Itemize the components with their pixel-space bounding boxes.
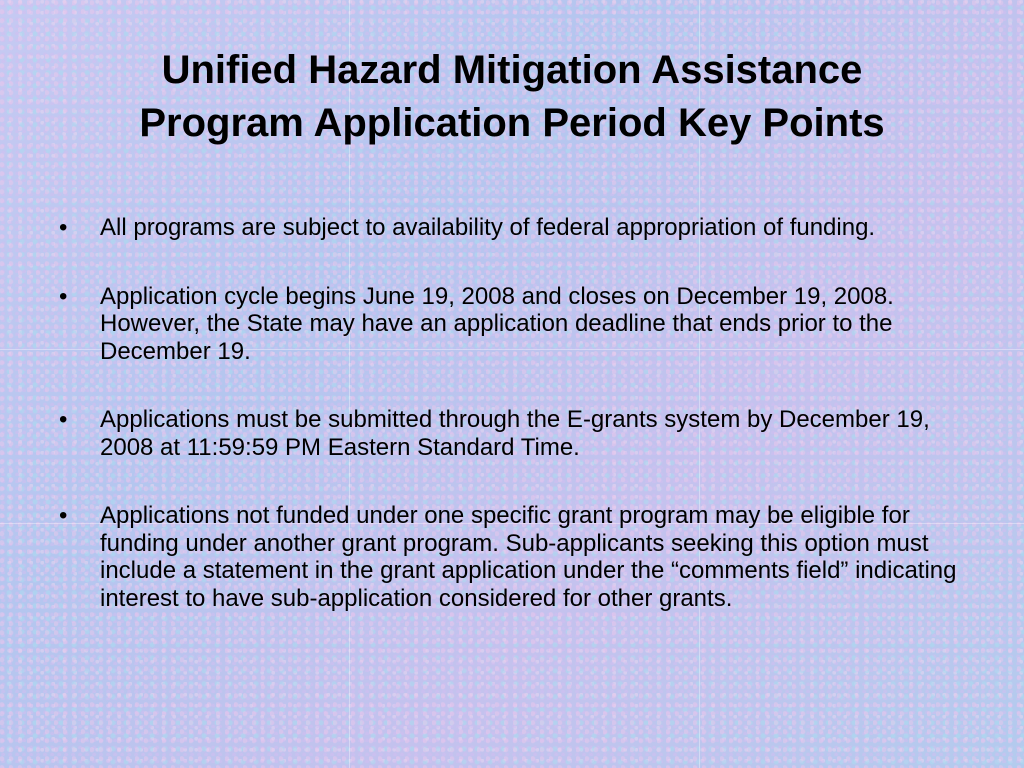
bullet-item (55, 406, 975, 461)
slide-title-line-1: Unified Hazard Mitigation Assistance (161, 48, 863, 92)
bullet-dot-icon: • (59, 214, 68, 241)
bullet-dot-icon: • (59, 406, 68, 433)
bullet-item (55, 502, 975, 612)
bullet-list (55, 214, 975, 653)
slide-title-line-2: Program Application Period Key Points (139, 101, 885, 145)
bullet-text: Applications must be submitted through the E-grants system by December 19, 2008 at 11:59:59 PM Eastern Standard Time. (100, 406, 930, 461)
bullet-dot-icon: • (59, 502, 68, 529)
bullet-text: Applications not funded under one specific grant program may be eligible for funding under another grant program. Sub-applicants seeking this option must include a statement in the grant application under the “comments field” indicating interest to have sub-application considered for other grants. (100, 502, 957, 612)
bullet-dot-icon: • (59, 282, 68, 310)
bullet-item (55, 283, 975, 366)
bullet-item (55, 214, 975, 242)
slide-title (40, 44, 984, 150)
bullet-text: Application cycle begins June 19, 2008 and closes on December 19, 2008. However, the State may have an application deadline that ends prior to the December 19. (100, 282, 894, 365)
bullet-text: All programs are subject to availability of federal appropriation of funding. (100, 214, 876, 241)
